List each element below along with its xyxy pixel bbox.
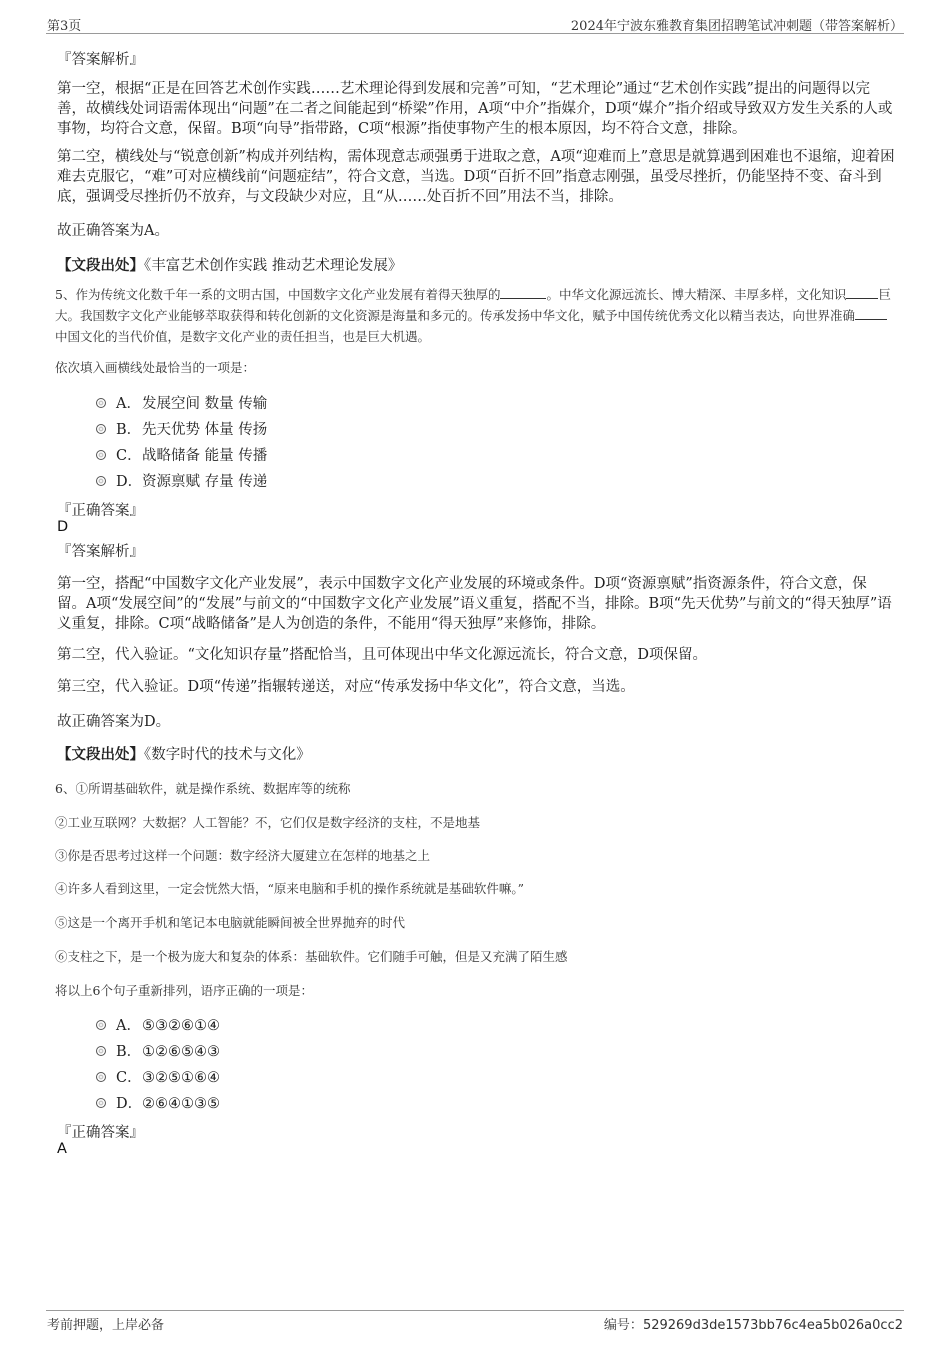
q5-stem-part-b: 。中华文化源远流长、博大精深、丰厚多样，文化知识 bbox=[546, 287, 847, 302]
q5-blank-3 bbox=[855, 307, 887, 320]
option-text: ③②⑤①⑥④ bbox=[142, 1070, 220, 1086]
q5-source bbox=[57, 743, 311, 764]
q6-correct-answer: A bbox=[57, 1141, 67, 1157]
q6-option-a[interactable] bbox=[96, 1016, 220, 1036]
option-letter: C． bbox=[116, 1070, 142, 1086]
q6-sentence-6: ⑥支柱之下，是一个极为庞大和复杂的体系：基础软件。它们随手可触，但是又充满了陌生感 bbox=[55, 949, 568, 964]
radio-icon[interactable] bbox=[96, 1046, 106, 1056]
option-letter: C． bbox=[116, 448, 142, 464]
q5-correct-label: 『正确答案』 bbox=[57, 503, 144, 519]
q5-stem bbox=[55, 284, 895, 347]
q6-sentence-5: ⑤这是一个离开手机和笔记本电脑就能瞬间被全世界抛弃的时代 bbox=[55, 915, 406, 930]
q5-correct-answer: D bbox=[57, 519, 69, 535]
footer-code-label: 编号： bbox=[603, 1318, 643, 1333]
q6-sentence-1: 6、①所谓基础软件，就是操作系统、数据库等的统称 bbox=[55, 781, 351, 796]
q5-source-label: 【文段出处】 bbox=[57, 746, 144, 763]
footer-divider bbox=[46, 1310, 904, 1311]
radio-icon[interactable] bbox=[96, 450, 106, 460]
q6-sentence-3: ③你是否思考过这样一个问题：数字经济大厦建立在怎样的地基之上 bbox=[55, 848, 431, 863]
q5-blank-2 bbox=[846, 286, 878, 299]
q5-prompt: 依次填入画横线处最恰当的一项是： bbox=[55, 360, 256, 375]
footer-code bbox=[604, 1314, 903, 1333]
radio-icon[interactable] bbox=[96, 1072, 106, 1082]
q5-analysis-p3: 第三空，代入验证。D项“传递”指辗转递送，对应“传承发扬中华文化”，符合文意，当选。 bbox=[57, 679, 635, 695]
option-text: 发展空间 数量 传输 bbox=[142, 396, 268, 412]
q6-sentence-4: ④许多人看到这里，一定会恍然大悟，“原来电脑和手机的操作系统就是基础软件嘛。” bbox=[55, 881, 525, 896]
page-number: 第3页 bbox=[47, 19, 82, 34]
q6-correct-label: 『正确答案』 bbox=[57, 1125, 144, 1141]
footer-slogan: 考前押题，上岸必备 bbox=[47, 1318, 165, 1333]
q5-stem-part-a: 5、作为传统文化数千年一系的文明古国，中国数字文化产业发展有着得天独厚的 bbox=[55, 287, 501, 302]
header-divider bbox=[46, 33, 904, 34]
q6-option-c[interactable] bbox=[96, 1068, 220, 1088]
option-letter: D． bbox=[116, 1096, 143, 1112]
option-letter: D． bbox=[116, 474, 143, 490]
q5-analysis-p1: 第一空，搭配“中国数字文化产业发展”，表示中国数字文化产业发展的环境或条件。D项“资源禀赋”指资源条件，符合文意，保留。A项“发展空间”的“发展”与前文的“中国数字文化产业发展”语义重复，搭配不当，排除。B项“先天优势”与前文的“得天独厚”语义重复，排除。C项“战略储备”是人为创造的条件，不能用“得天独厚”来修饰，排除。 bbox=[57, 576, 892, 632]
q4-source-label: 【文段出处】 bbox=[57, 257, 144, 274]
q6-prompt: 将以上6个句子重新排列，语序正确的一项是： bbox=[55, 983, 313, 998]
radio-icon[interactable] bbox=[96, 1098, 106, 1108]
option-text: 战略储备 能量 传播 bbox=[142, 448, 268, 464]
option-text: ⑤③②⑥①④ bbox=[142, 1018, 220, 1034]
q6-option-d[interactable] bbox=[96, 1094, 220, 1114]
radio-icon[interactable] bbox=[96, 476, 106, 486]
q5-conclusion: 故正确答案为D。 bbox=[57, 714, 171, 730]
radio-icon[interactable] bbox=[96, 398, 106, 408]
q4-analysis-p1: 第一空，根据“正是在回答艺术创作实践……艺术理论得到发展和完善”可知，“艺术理论”通过“艺术创作实践”提出的问题得以完善，故横线处词语需体现出“问题”在二者之间能起到“桥梁”作用，A项“中介”指媒介，D项“媒介”指介绍或导致双方发生关系的人或事物，均符合文意，保留。B项“向导”指带路，C项“根源”指使事物产生的根本原因，均不符合文意，排除。 bbox=[57, 81, 893, 137]
option-letter: A． bbox=[116, 1018, 141, 1034]
q5-analysis-p2: 第二空，代入验证。“文化知识存量”搭配恰当，且可体现出中华文化源远流长，符合文意，D项保留。 bbox=[57, 647, 707, 663]
q4-source-title: 《丰富艺术创作实践 推动艺术理论发展》 bbox=[144, 258, 403, 274]
option-letter: A． bbox=[116, 396, 141, 412]
q5-option-c[interactable] bbox=[96, 446, 267, 466]
footer-code-value: 529269d3de1573bb76c4ea5b026a0cc2 bbox=[642, 1318, 903, 1333]
q6-option-b[interactable] bbox=[96, 1042, 220, 1062]
q5-option-a[interactable] bbox=[96, 394, 267, 414]
option-letter: B． bbox=[116, 1044, 142, 1060]
document-title: 2024年宁波东雅教育集团招聘笔试冲刺题（带答案解析） bbox=[570, 19, 903, 34]
q5-option-b[interactable] bbox=[96, 420, 267, 440]
option-text: 先天优势 体量 传扬 bbox=[142, 422, 268, 438]
radio-icon[interactable] bbox=[96, 424, 106, 434]
q5-option-d[interactable] bbox=[96, 472, 267, 492]
q5-blank-1 bbox=[500, 286, 546, 299]
option-text: 资源禀赋 存量 传递 bbox=[142, 474, 268, 490]
q5-analysis-label: 『答案解析』 bbox=[57, 544, 144, 560]
option-text: ①②⑥⑤④③ bbox=[142, 1044, 220, 1060]
q6-sentence-2: ②工业互联网？大数据？人工智能？不，它们仅是数字经济的支柱，不是地基 bbox=[55, 815, 481, 830]
q4-analysis-p2: 第二空，横线处与“锐意创新”构成并列结构，需体现意志顽强勇于进取之意，A项“迎难而上”意思是就算遇到困难也不退缩，迎着困难去克服它，“难”可对应横线前“问题症结”，符合文意，当选。D项“百折不回”指意志刚强，虽受尽挫折，仍能坚持不变、奋斗到底，强调受尽挫折仍不放弃，与文段缺少对应，且“从……处百折不回”用法不当，排除。 bbox=[57, 149, 895, 205]
q4-source bbox=[57, 254, 402, 275]
q5-stem-part-d: 中国文化的当代价值，是数字文化产业的责任担当，也是巨大机遇。 bbox=[55, 329, 431, 344]
radio-icon[interactable] bbox=[96, 1020, 106, 1030]
q5-stem-part-c: 巨大。我国数字文化产业能够萃取获得和转化创新的文化资源是海量和多元的。传承发扬中华文化，赋予中国传统优秀文化以精当表达，向世界准确 bbox=[55, 287, 891, 323]
q5-source-title: 《数字时代的技术与文化》 bbox=[144, 747, 311, 763]
q4-analysis-label: 『答案解析』 bbox=[57, 52, 144, 68]
option-letter: B． bbox=[116, 422, 142, 438]
option-text: ②⑥④①③⑤ bbox=[142, 1096, 220, 1112]
q4-conclusion: 故正确答案为A。 bbox=[57, 223, 169, 239]
